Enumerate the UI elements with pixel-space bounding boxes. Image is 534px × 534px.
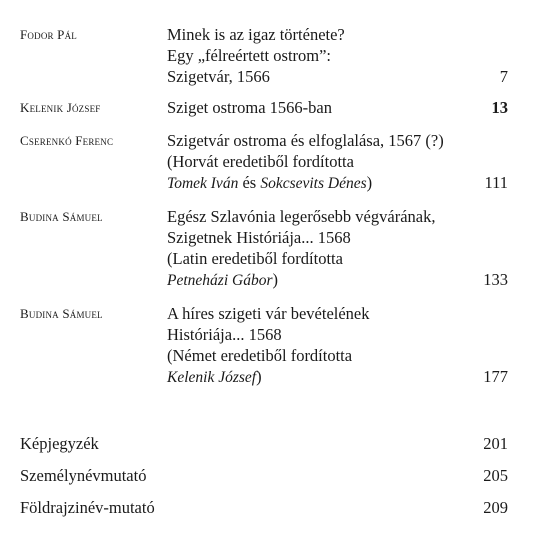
entry-translator-line (167, 366, 477, 387)
index-label: Képjegyzék (20, 434, 99, 453)
entry-title-line: Szigetvár ostroma és elfoglalása, 1567 (?) (167, 131, 444, 150)
entry-title-line: (Német eredetiből fordította (167, 346, 353, 365)
translator-name: Tomek Iván (167, 175, 239, 192)
entry-title-line: Históriája... 1568 (167, 325, 282, 344)
index-label: Személynévmutató (20, 466, 147, 485)
translator-conjunction: és (238, 173, 261, 192)
closing-paren: ) (366, 173, 373, 192)
entry-page-number: 13 (491, 98, 508, 117)
index-page-number: 201 (483, 434, 508, 453)
entry-title (167, 24, 477, 87)
entry-title (167, 303, 477, 387)
entry-translator-line (167, 172, 477, 193)
entry-title-line: Szigetnek Históriája... 1568 (167, 228, 351, 247)
index-entry (20, 465, 508, 486)
translator-name: Sokcsevits Dénes (260, 175, 367, 192)
entry-title-line: Szigetvár, 1566 (167, 67, 270, 86)
entry-title-line: (Latin eredetiből fordította (167, 249, 343, 268)
entry-title-line: (Horvát eredetiből fordította (167, 152, 354, 171)
entry-title (167, 97, 477, 118)
toc-entry (20, 97, 508, 118)
index-page-number: 205 (483, 466, 508, 485)
entry-page-number: 133 (483, 270, 508, 289)
entry-author: Budina Sámuel (20, 209, 103, 224)
entry-author: Fodor Pál (20, 27, 78, 42)
toc-entry (20, 303, 508, 388)
entry-title-line: A híres szigeti vár bevételének (167, 304, 370, 323)
toc-entry (20, 24, 508, 88)
entry-translator-line (167, 269, 477, 290)
entry-title-line: Sziget ostroma 1566-ban (167, 98, 332, 117)
translator-name: Petneházi Gábor (167, 272, 273, 289)
entry-page-number: 111 (484, 173, 508, 192)
entry-title-line: Egész Szlavónia legerősebb végvárának, (167, 207, 436, 226)
toc-entry (20, 130, 508, 194)
entry-title-line: Minek is az igaz története? (167, 25, 345, 44)
toc-entry (20, 206, 508, 291)
index-page-number: 209 (483, 498, 508, 517)
entry-title (167, 206, 477, 290)
closing-paren: ) (256, 367, 262, 386)
index-entry (20, 497, 508, 518)
index-entry (20, 433, 508, 454)
entry-author: Budina Sámuel (20, 306, 103, 321)
entry-title (167, 130, 477, 193)
entry-page-number: 7 (499, 67, 508, 86)
entry-title-line: Egy „félreértett ostrom”: (167, 46, 332, 65)
index-label: Földrajzinév-mutató (20, 498, 155, 517)
entry-author: Kelenik József (20, 100, 101, 115)
closing-paren: ) (272, 270, 278, 289)
translator-name: Kelenik József (167, 369, 257, 386)
entry-author: Cserenkó Ferenc (20, 133, 114, 148)
entry-page-number: 177 (483, 367, 508, 386)
